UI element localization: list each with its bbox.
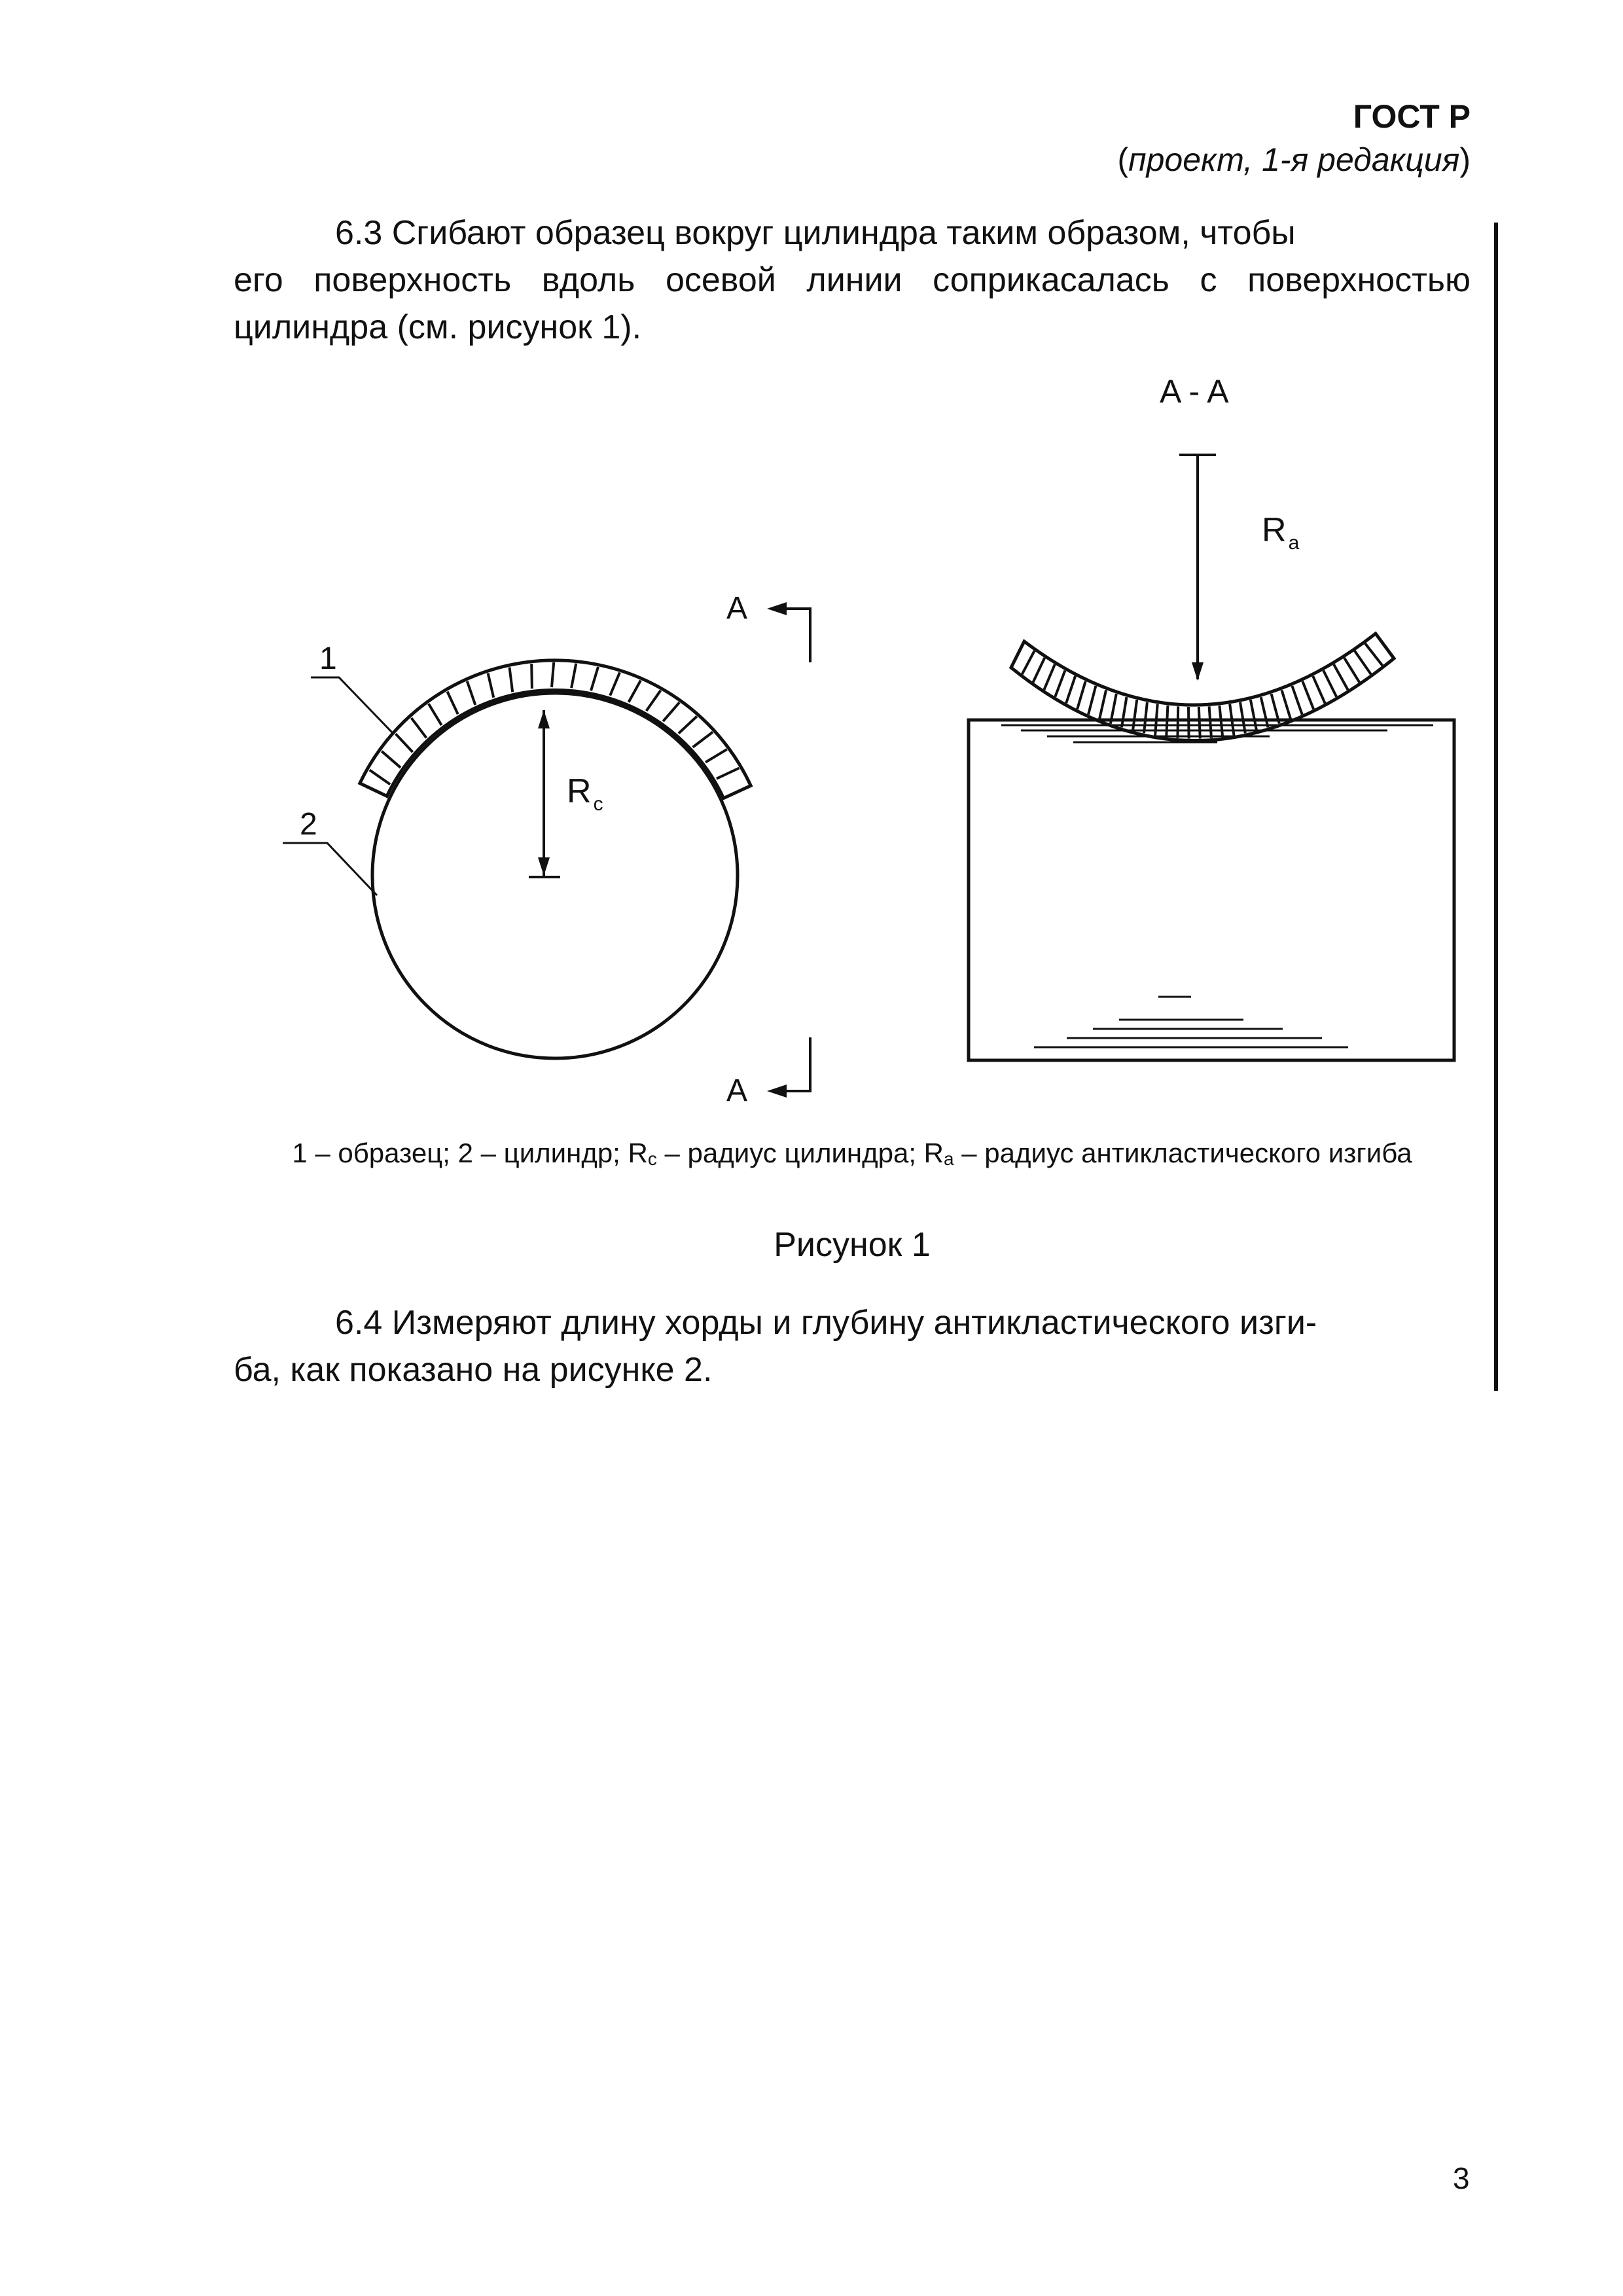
hatch-line bbox=[1044, 664, 1054, 690]
hatch-line bbox=[1177, 706, 1178, 738]
hatch-line bbox=[591, 667, 598, 691]
hatch-line bbox=[1066, 676, 1075, 704]
paragraph-6-4-rest: ба, как показано на рисунке 2. bbox=[234, 1351, 713, 1389]
page-number: 3 bbox=[1453, 2161, 1470, 2195]
paragraph-6-4-first-line: 6.4 Измеряют длину хорды и глубину антикластического изги- bbox=[335, 1304, 1317, 1342]
hatch-line bbox=[467, 681, 476, 705]
figure-1 bbox=[223, 367, 1479, 1132]
hatch-line bbox=[1099, 690, 1106, 719]
hatch-line bbox=[1022, 651, 1035, 674]
hatch-line bbox=[1077, 681, 1086, 709]
hatch-line bbox=[1344, 658, 1359, 682]
hatch-line bbox=[1122, 697, 1127, 727]
hatch-line bbox=[370, 770, 390, 785]
edition-note: (проект, 1-я редакция) bbox=[1117, 141, 1471, 178]
hatch-line bbox=[1282, 690, 1291, 719]
paragraph-6-3 bbox=[234, 209, 1471, 351]
hatch-line bbox=[610, 672, 620, 695]
callout-2: 2 bbox=[300, 807, 317, 842]
hatch-line bbox=[1144, 702, 1147, 733]
callout-1-leader bbox=[311, 677, 393, 733]
section-a-a-view bbox=[969, 373, 1454, 1060]
hatch-line bbox=[531, 664, 532, 689]
hatch-line bbox=[647, 691, 661, 711]
hatch-line bbox=[629, 681, 641, 702]
hatch-line bbox=[412, 718, 427, 738]
hatch-line bbox=[510, 668, 513, 692]
hatch-line bbox=[429, 704, 442, 725]
ra-label: R $_a$ bbox=[1262, 511, 1300, 554]
figure-title: Рисунок 1 bbox=[774, 1226, 931, 1264]
hatch-line bbox=[1261, 697, 1268, 727]
standard-designation: ГОСТ Р bbox=[1353, 98, 1471, 135]
hatch-line bbox=[1355, 651, 1371, 675]
paragraph-6-3-rest: его поверхность вдоль осевой линии соприкасалась с поверхностью цилиндра (см. рисунок 1). bbox=[234, 261, 1471, 346]
hatch-line bbox=[1302, 681, 1313, 709]
cylinder-view bbox=[283, 591, 812, 1108]
section-marker-top: A bbox=[726, 591, 748, 626]
ra-arrow bbox=[1192, 662, 1204, 681]
hatch-line bbox=[717, 768, 740, 779]
hatch-line bbox=[1088, 686, 1096, 715]
paragraph-6-4 bbox=[234, 1299, 1471, 1393]
hatch-line bbox=[1365, 643, 1382, 666]
hatch-line bbox=[1323, 670, 1336, 696]
hatch-line bbox=[1292, 686, 1302, 715]
rc-arrow-bottom bbox=[538, 857, 550, 876]
hatch-line bbox=[1188, 707, 1189, 739]
hatch-line bbox=[448, 692, 458, 715]
hatch-line bbox=[1240, 702, 1245, 733]
section-marker-bottom: A bbox=[726, 1073, 748, 1108]
hatch-line bbox=[1199, 707, 1200, 739]
hatch-line bbox=[552, 662, 554, 687]
callout-1: 1 bbox=[319, 641, 337, 676]
rc-arrow-top bbox=[538, 710, 550, 728]
callout-2-leader bbox=[283, 843, 377, 895]
revision-change-bar bbox=[1494, 223, 1498, 1391]
figure-1-drawing bbox=[223, 367, 1479, 1132]
hatch-line bbox=[396, 734, 413, 752]
hatch-line bbox=[1209, 706, 1211, 738]
hatch-line bbox=[382, 751, 401, 768]
figure-caption: 1 – образец; 2 – цилиндр; $R_c$ – радиус цилиндра; $R_a$ – радиус антикластического изгиба bbox=[292, 1138, 1412, 1169]
hatch-line bbox=[705, 749, 727, 762]
specimen-hatching bbox=[370, 662, 740, 784]
hatch-line bbox=[679, 717, 697, 734]
surface-strokes bbox=[1001, 725, 1433, 1047]
rc-label: R $_c$ bbox=[567, 772, 603, 815]
hatch-line bbox=[663, 702, 679, 721]
section-arrow-top bbox=[767, 602, 787, 615]
hatch-line bbox=[488, 673, 494, 698]
section-view-label: A - A bbox=[1160, 373, 1229, 410]
section-arrow-bottom bbox=[767, 1085, 787, 1098]
hatch-line bbox=[1334, 664, 1348, 690]
hatch-line bbox=[693, 732, 713, 747]
hatch-line bbox=[571, 664, 576, 689]
cylinder-section-rect bbox=[969, 720, 1454, 1060]
paragraph-6-3-first-line: 6.3 Сгибают образец вокруг цилиндра таким образом, чтобы bbox=[335, 214, 1296, 252]
hatch-line bbox=[1033, 658, 1045, 682]
hatch-line bbox=[1313, 676, 1325, 703]
hatch-line bbox=[1055, 670, 1065, 696]
